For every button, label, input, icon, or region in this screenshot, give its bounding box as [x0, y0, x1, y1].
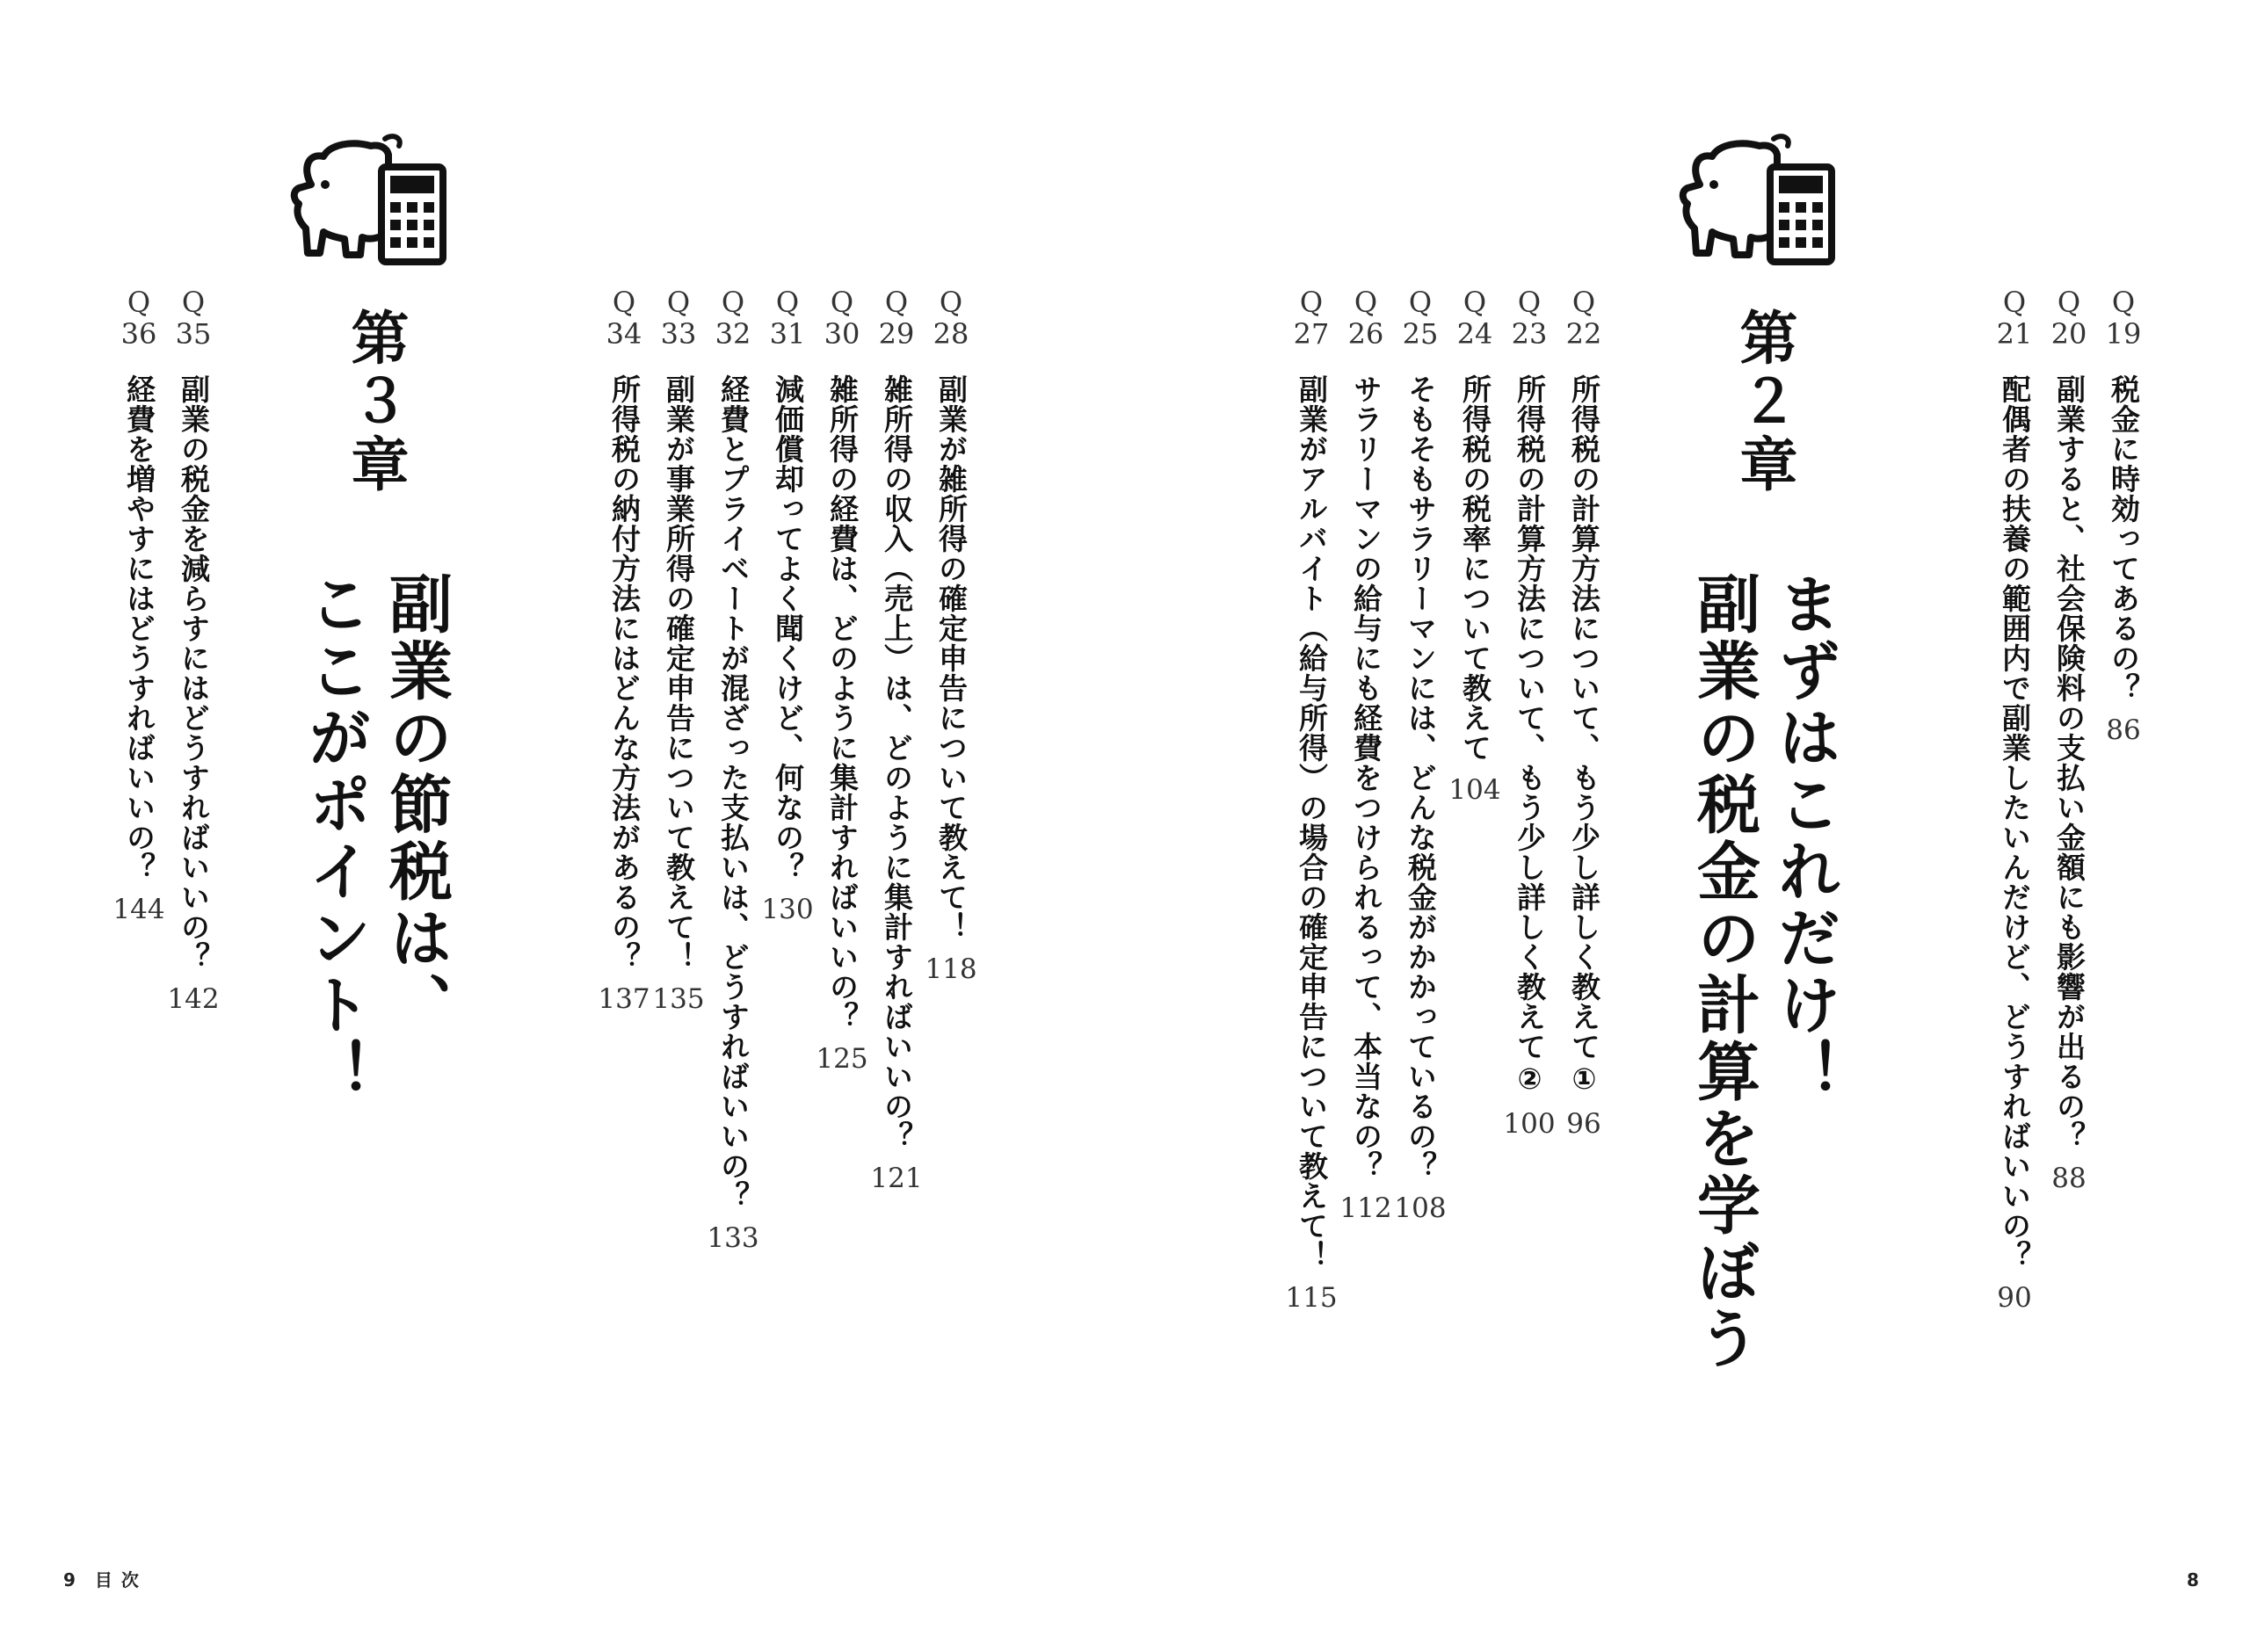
toc-entry[interactable] [926, 286, 976, 984]
toc-entry[interactable] [1396, 286, 1445, 1223]
page-reference: 112 [1339, 1192, 1392, 1224]
toc-entry[interactable] [1559, 286, 1608, 1139]
chapter-title-line-1: まずはこれだけ！ [1767, 571, 1841, 1105]
question-title: 副業が雑所得の確定申告について教えて！ [934, 374, 969, 942]
toc-entry[interactable] [817, 286, 867, 1074]
question-title: 所得税の計算方法について、もう少し詳しく教えて① [1567, 374, 1601, 1097]
toc-entry[interactable] [654, 286, 703, 1014]
question-title: 所得税の納付方法にはどんな方法があるの？ [607, 374, 642, 972]
toc-entry[interactable] [1287, 286, 1336, 1313]
toc-entry[interactable] [1450, 286, 1499, 805]
page-reference: 100 [1503, 1108, 1556, 1140]
page-reference: 115 [1285, 1282, 1338, 1314]
page-reference: 130 [761, 894, 814, 925]
piggy-bank-calculator-icon [290, 134, 448, 265]
question-number: Q 32 [715, 286, 751, 351]
page-number: 9 [63, 1569, 76, 1590]
question-number: Q 21 [1996, 286, 2033, 351]
chapter-title-line-2: ここがポイント！ [298, 571, 372, 1105]
page-reference: 86 [2106, 714, 2141, 746]
question-number: Q 20 [2050, 286, 2087, 351]
question-title: 所得税の税率について教えて [1458, 374, 1492, 763]
question-number: Q 31 [769, 286, 806, 351]
page-reference: 121 [870, 1163, 923, 1194]
question-title: 経費とプライベートが混ざった支払いは、どうすればいいの？ [716, 374, 751, 1211]
question-number: Q 26 [1347, 286, 1384, 351]
question-number: Q 30 [824, 286, 860, 351]
toc-entry[interactable] [1341, 286, 1390, 1223]
question-title: そもそもサラリーマンには、どんな税金がかかっているの？ [1404, 374, 1438, 1181]
question-number: Q 22 [1565, 286, 1602, 351]
question-title: 税金に時効ってあるの？ [2107, 374, 2141, 703]
page-reference: 88 [2051, 1163, 2087, 1194]
toc-entry[interactable] [708, 286, 758, 1253]
page-reference: 125 [816, 1043, 868, 1075]
toc-entry[interactable] [2044, 286, 2094, 1193]
question-number: Q 25 [1402, 286, 1439, 351]
toc-entry[interactable] [2099, 286, 2148, 745]
question-number: Q 24 [1456, 286, 1493, 351]
question-title: 副業の税金を減らすにはどうすればいいの？ [177, 374, 211, 972]
question-title: 所得税の計算方法について、もう少し詳しく教えて② [1513, 374, 1547, 1097]
question-title: 減価償却ってよく聞くけど、何なの？ [771, 374, 805, 882]
question-number: Q 34 [606, 286, 642, 351]
question-title: 配偶者の扶養の範囲内で副業したいんだけど、どうすればいいの？ [1998, 374, 2032, 1271]
right-page [1125, 0, 2250, 1652]
question-title: 副業がアルバイト（給与所得）の場合の確定申告について教えて！ [1295, 374, 1329, 1271]
piggy-bank-calculator-icon [1679, 134, 1837, 265]
page-folio [63, 1569, 148, 1590]
question-title: サラリーマンの給与にも経費をつけられるって、本当なの？ [1349, 374, 1383, 1181]
question-number: Q 27 [1293, 286, 1330, 351]
section-label: 目次 [94, 1569, 148, 1590]
question-number: Q 29 [878, 286, 915, 351]
question-number: Q 19 [2105, 286, 2142, 351]
question-number: Q 35 [175, 286, 212, 351]
toc-entry[interactable] [1990, 286, 2039, 1313]
page-reference: 144 [112, 894, 165, 925]
toc-entry[interactable] [169, 286, 218, 1014]
page-reference: 118 [925, 953, 977, 985]
question-title: 経費を増やすにはどうすればいいの？ [122, 374, 156, 882]
question-title: 副業が事業所得の確定申告について教えて！ [662, 374, 696, 972]
question-number: Q 33 [660, 286, 697, 351]
page-reference: 96 [1566, 1108, 1601, 1140]
toc-entry[interactable] [763, 286, 812, 924]
toc-entry[interactable] [599, 286, 649, 1014]
page-reference: 142 [167, 983, 220, 1015]
chapter-label: 第２章 [1730, 308, 1797, 497]
toc-entry[interactable] [872, 286, 921, 1193]
question-number: Q 28 [933, 286, 969, 351]
page-reference: 90 [1997, 1282, 2032, 1314]
page-number: 8 [2187, 1569, 2199, 1590]
question-number: Q 36 [120, 286, 157, 351]
page-reference: 135 [652, 983, 705, 1015]
question-title: 雑所得の収入（売上）は、どのように集計すればいいの？ [880, 374, 914, 1151]
question-title: 副業すると、社会保険料の支払い金額にも影響が出るの？ [2052, 374, 2087, 1151]
toc-entry[interactable] [1505, 286, 1554, 1139]
question-number: Q 23 [1511, 286, 1548, 351]
page-reference: 137 [598, 983, 650, 1015]
chapter-title-line-2: 副業の税金の計算を学ぼう [1687, 571, 1760, 1373]
question-title: 雑所得の経費は、どのように集計すればいいの？ [825, 374, 860, 1032]
toc-entry[interactable] [114, 286, 163, 924]
page-reference: 108 [1394, 1192, 1447, 1224]
chapter-label: 第３章 [341, 308, 409, 497]
page-reference: 104 [1448, 774, 1501, 806]
chapter-title-line-1: 副業の節税は、 [379, 571, 453, 1039]
page-reference: 133 [707, 1222, 759, 1254]
